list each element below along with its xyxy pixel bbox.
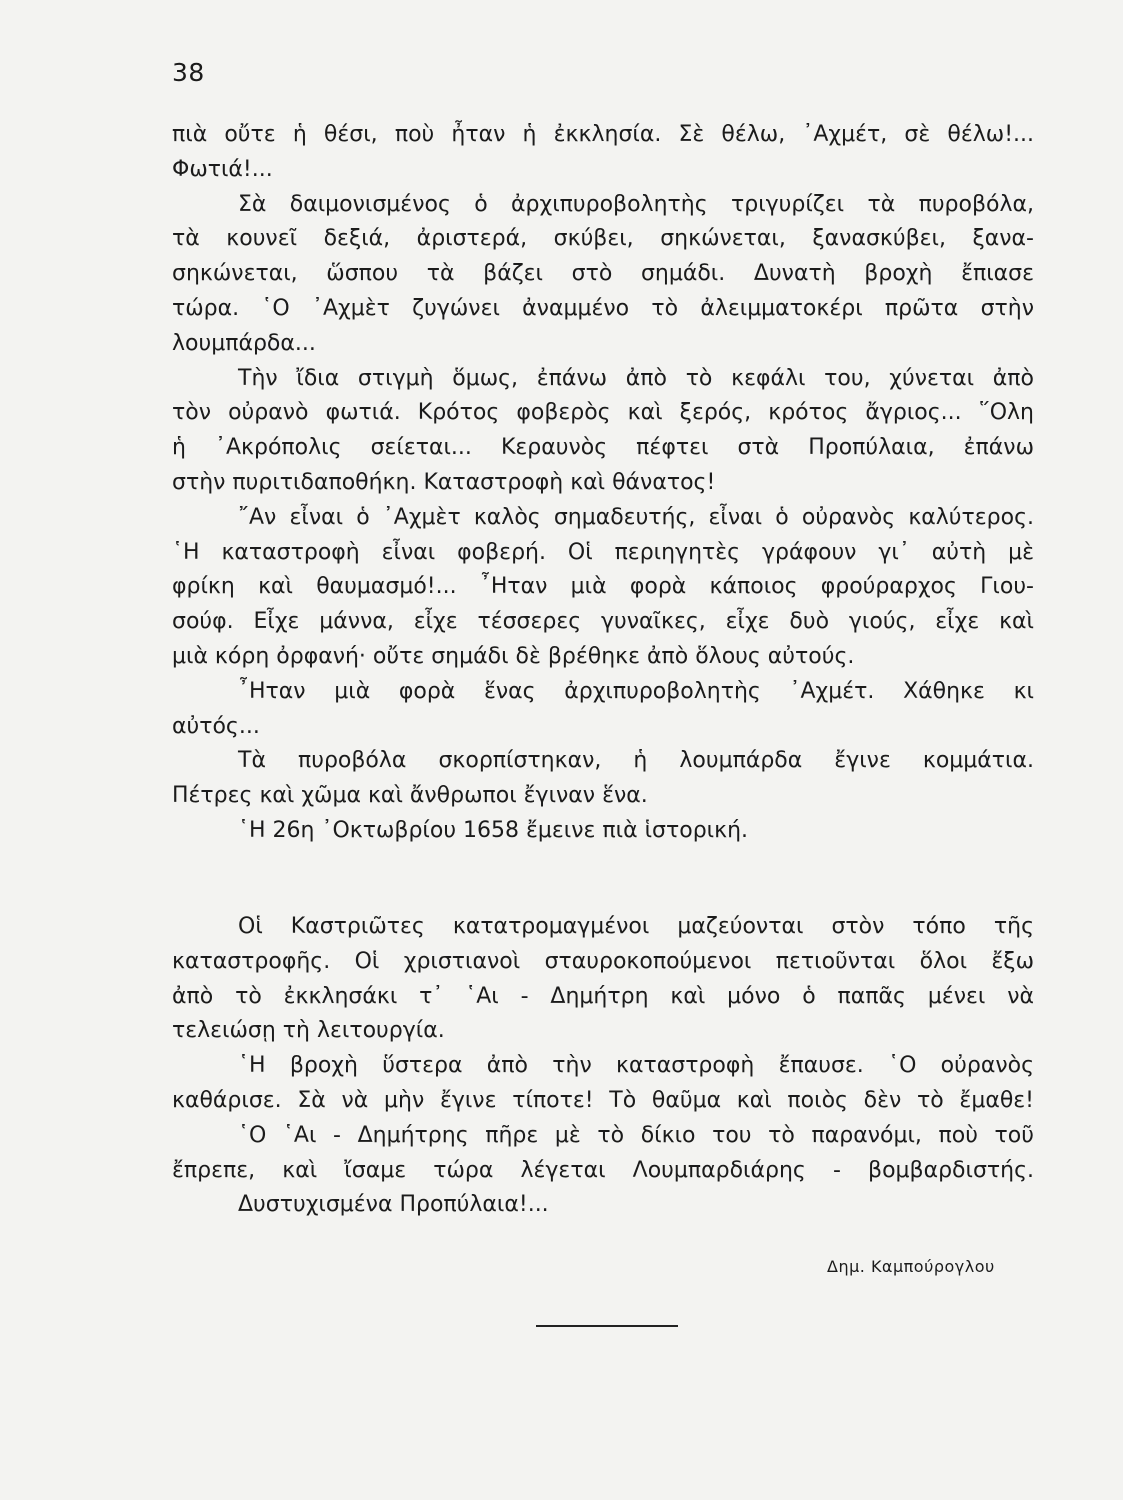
text-line: ῾Η καταστροφὴ εἶναι φοβερή. Οἱ περιηγητὲς γράφουν γι᾿ αὐτὴ μὲ: [172, 539, 1034, 565]
text-line: ἔπρεπε, καὶ ἴσαμε τώρα λέγεται Λουμπαρδιάρης - βομβαρδιστής.: [172, 1157, 1034, 1183]
text-line: τὸν οὐρανὸ φωτιά. Κρότος φοβερὸς καὶ ξερός, κρότος ἄγριος... ῞Ολη: [172, 400, 1034, 426]
text-line: Οἱ Καστριῶτες κατατρομαγμένοι μαζεύονται στὸν τόπο τῆς: [238, 914, 1034, 939]
text-line: Τὴν ἴδια στιγμὴ ὅμως, ἐπάνω ἀπὸ τὸ κεφάλι του, χύνεται ἀπὸ: [238, 365, 1034, 391]
text-line: φρίκη καὶ θαυμασμό!... ῏Ηταν μιὰ φορὰ κάποιος φρούραρχος Γιου-: [172, 574, 1034, 600]
text-line: ῏Ηταν μιὰ φορὰ ἕνας ἀρχιπυροβολητὴς ᾿Αχμέτ. Χάθηκε κι: [238, 678, 1034, 704]
text-line: αὐτός...: [172, 713, 260, 739]
text-line: ἀπὸ τὸ ἐκκλησάκι τ᾿ ῾Αι - Δημήτρη καὶ μόνο ὁ παπᾶς μένει νὰ: [172, 983, 1034, 1009]
text-line: σούφ. Εἶχε μάννα, εἶχε τέσσερες γυναῖκες, εἶχε δυὸ γιούς, εἶχε καὶ: [172, 609, 1034, 635]
text-line: μιὰ κόρη ὀρφανή· οὔτε σημάδι δὲ βρέθηκε ἀπὸ ὅλους αὐτούς.: [172, 643, 855, 669]
text-line: ῾Η 26η ᾿Οκτωβρίου 1658 ἔμεινε πιὰ ἱστορική.: [238, 817, 749, 843]
text-line: Σὰ δαιμονισμένος ὁ ἀρχιπυροβολητὴς τριγυρίζει τὰ πυροβόλα,: [238, 191, 1034, 217]
text-line: Δυστυχισμένα Προπύλαια!...: [238, 1192, 549, 1218]
page-number: 38: [172, 58, 205, 87]
text-line: τελειώσῃ τὴ λειτουργία.: [172, 1018, 445, 1044]
text-line: καθάρισε. Σὰ νὰ μὴν ἔγινε τίποτε! Τὸ θαῦμα καὶ ποιὸς δὲν τὸ ἔμαθε!: [172, 1087, 1034, 1113]
text-line: ῾Ο ῾Αι - Δημήτρης πῆρε μὲ τὸ δίκιο του τὸ παρανόμι, ποὺ τοῦ: [238, 1122, 1034, 1148]
text-line: Πέτρες καὶ χῶμα καὶ ἄνθρωποι ἔγιναν ἕνα.: [172, 783, 648, 809]
text-line: ἡ ᾿Ακρόπολις σείεται... Κεραυνὸς πέφτει στὰ Προπύλαια, ἐπάνω: [172, 435, 1034, 461]
end-rule: [536, 1325, 678, 1327]
text-line: τώρα. ῾Ο ᾿Αχμὲτ ζυγώνει ἀναμμένο τὸ ἀλειμματοκέρι πρῶτα στὴν: [172, 295, 1034, 321]
text-line: Φωτιά!...: [172, 156, 273, 182]
text-line: πιὰ οὔτε ἡ θέσι, ποὺ ἦταν ἡ ἐκκλησία. Σὲ θέλω, ᾿Αχμέτ, σὲ θέλω!...: [172, 122, 1034, 147]
text-line: ῾Η βροχὴ ὕστερα ἀπὸ τὴν καταστροφὴ ἔπαυσε. ῾Ο οὐρανὸς: [238, 1053, 1034, 1079]
text-line: τὰ κουνεῖ δεξιά, ἀριστερά, σκύβει, σηκώνεται, ξανασκύβει, ξανα-: [172, 226, 1034, 252]
text-line: στὴν πυριτιδαποθήκη. Καταστροφὴ καὶ θάνατος!: [172, 469, 716, 495]
text-line: ῎Αν εἶναι ὁ ᾿Αχμὲτ καλὸς σημαδευτής, εἶναι ὁ οὐρανὸς καλύτερος.: [238, 504, 1034, 530]
text-line: καταστροφῆς. Οἱ χριστιανοὶ σταυροκοπούμενοι πετιοῦνται ὅλοι ἔξω: [172, 948, 1034, 974]
author-signature: Δημ. Καμπούρογλου: [827, 1257, 995, 1276]
text-line: λουμπάρδα...: [172, 330, 316, 356]
section-1: [172, 118, 1034, 849]
section-2: [172, 910, 1034, 1223]
text-line: σηκώνεται, ὥσπου τὰ βάζει στὸ σημάδι. Δυνατὴ βροχὴ ἔπιασε: [172, 261, 1034, 287]
text-line: Τὰ πυροβόλα σκορπίστηκαν, ἡ λουμπάρδα ἔγινε κομμάτια.: [238, 748, 1034, 774]
